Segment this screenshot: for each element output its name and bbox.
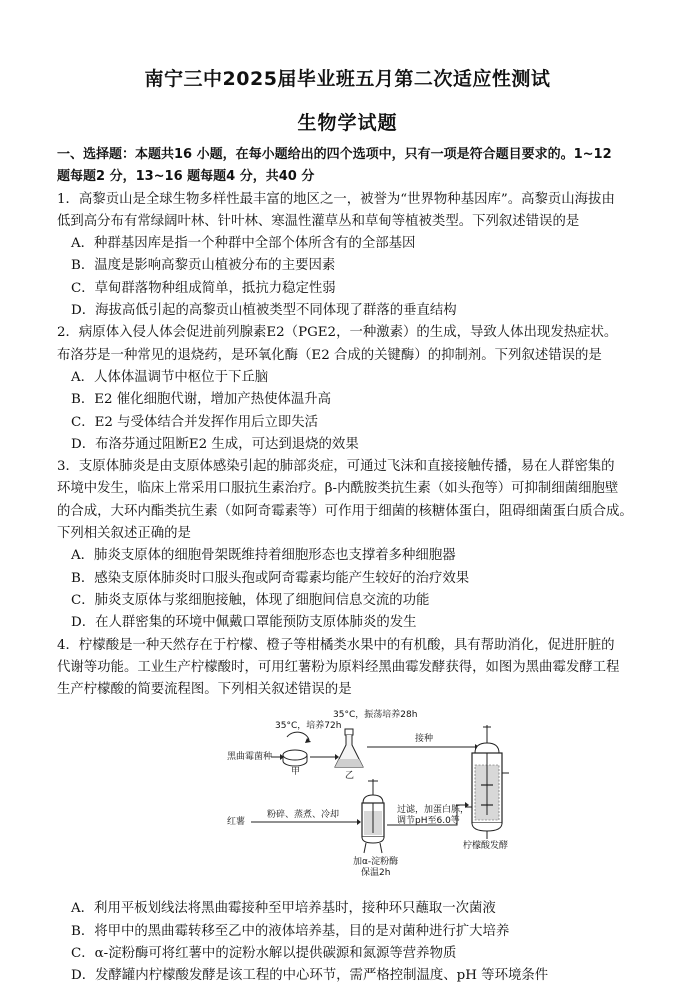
saccharification-tank-icon [362, 779, 384, 853]
option-b: B．E2 催化细胞代谢，增加产热使体温升高 [71, 392, 332, 408]
option-d: D．海拔高低引起的高黎贡山植被类型不同体现了群落的垂直结构 [71, 303, 457, 319]
section-heading-line-2: 题每题2 分，13~16 题每题4 分，共40 分 [57, 169, 315, 185]
question-stem: 布洛芬是一种常见的退烧药，是环氧化酶（E2 合成的关键酶）的抑制剂。下列叙述错误的是 [57, 347, 602, 363]
conical-flask-icon [335, 729, 363, 767]
question-2 [57, 322, 647, 456]
exam-content [57, 144, 647, 988]
option-d: D．发酵罐内柠檬酸发酵是该工程的中心环节，需严格控制温度、pH 等环境条件 [71, 968, 549, 984]
option-b: B．将甲中的黑曲霉转移至乙中的液体培养基，目的是对菌种进行扩大培养 [71, 923, 510, 939]
ferment-label: 柠檬酸发酵 [463, 841, 509, 852]
question-stem: 的合成，大环内酯类抗生素（如阿奇霉素等）可作用于细菌的核糖体蛋白，阻碍细菌蛋白质合成。 [57, 503, 633, 519]
enzyme-label-1: 加α-淀粉酶 [353, 857, 399, 868]
flask-label-b: 乙 [345, 771, 355, 782]
question-stem: 低到高分布有常绿阔叶林、针叶林、寒温性灌草丛和草甸等植被类型。下列叙述错误的是 [57, 213, 580, 229]
option-a: A．人体体温调节中枢位于下丘脑 [71, 369, 269, 385]
sweet-potato-label: 红薯 [227, 817, 246, 828]
option-d: D．布洛芬通过阻断E2 生成，可达到退烧的效果 [71, 436, 359, 452]
option-a: A．肺炎支原体的细胞骨架既维持着细胞形态也支撑着多种细胞器 [71, 548, 456, 564]
question-1 [57, 189, 647, 323]
enzyme-label-2: 保温2h [361, 868, 391, 879]
petri-dish-icon [283, 733, 311, 767]
inoculate-label: 接种 [415, 734, 434, 745]
option-d: D．在人群密集的环境中佩戴口罩能预防支原体肺炎的发生 [71, 615, 417, 631]
question-stem: 2．病原体入侵人体会促进前列腺素E2（PGE2，一种激素）的生成，导致人体出现发热症状。 [57, 325, 618, 341]
culture-condition-b: 35°C，振荡培养28h [333, 710, 418, 721]
question-stem: 3．支原体肺炎是由支原体感染引起的肺部炎症，可通过飞沫和直接接触传播，易在人群密集的 [57, 459, 615, 475]
filter-label-1: 过滤，加蛋白胨， [397, 805, 470, 816]
option-c: C．α-淀粉酶可将红薯中的淀粉水解以提供碳源和氮源等营养物质 [71, 946, 457, 962]
option-c: C．草甸群落物种组成简单，抵抗力稳定性弱 [71, 280, 336, 296]
exam-subtitle: 生物学试题 [297, 112, 398, 134]
question-stem: 代谢等功能。工业生产柠檬酸时，可用红薯粉为原料经黑曲霉发酵获得，如图为黑曲霉发酵工程 [57, 659, 620, 675]
option-b: B．感染支原体肺炎时口服头孢或阿奇霉素均能产生较好的治疗效果 [71, 570, 470, 586]
question-stem: 1．高黎贡山是全球生物多样性最丰富的地区之一，被誉为“世界物种基因库”。高黎贡山海拔由 [57, 191, 615, 207]
question-stem: 环境中发生，临床上常采用口服抗生素治疗。β-内酰胺类抗生素（如头孢等）可抑制细菌细胞壁 [57, 481, 619, 497]
dish-label-a: 甲 [291, 767, 301, 778]
option-c: C．肺炎支原体与浆细胞接触，体现了细胞间信息交流的功能 [71, 592, 430, 608]
section-heading-line-1: 一、选择题：本题共16 小题，在每小题给出的四个选项中，只有一项是符合题目要求的。1~12 [57, 147, 612, 162]
option-a: A．利用平板划线法将黑曲霉接种至甲培养基时，接种环只蘸取一次菌液 [71, 901, 496, 917]
question-stem: 4．柠檬酸是一种天然存在于柠檬、橙子等柑橘类水果中的有机酸，具有帮助消化，促进肝脏的 [57, 637, 615, 653]
option-b: B．温度是影响高黎贡山植被分布的主要因素 [71, 258, 336, 274]
question-stem: 下列相关叙述正确的是 [57, 526, 191, 542]
question-4 [57, 635, 647, 988]
option-a: A．种群基因库是指一个种群中全部个体所含有的全部基因 [71, 236, 416, 252]
culture-condition-a: 35°C，培养72h [275, 721, 342, 732]
strain-label: 黑曲霉菌种 [227, 752, 273, 763]
exam-title: 南宁三中2025届毕业班五月第二次适应性测试 [144, 68, 551, 90]
option-c: C．E2 与受体结合并发挥作用后立即失活 [71, 414, 319, 430]
pretreat-label: 粉碎、蒸煮、冷却 [267, 810, 340, 821]
filter-label-2: 调节pH至6.0等 [397, 816, 460, 827]
fermenter-tank-icon [465, 725, 509, 839]
question-stem: 生产柠檬酸的简要流程图。下列相关叙述错误的是 [57, 682, 352, 698]
fermentation-flow-diagram [207, 707, 647, 892]
question-3 [57, 456, 647, 634]
